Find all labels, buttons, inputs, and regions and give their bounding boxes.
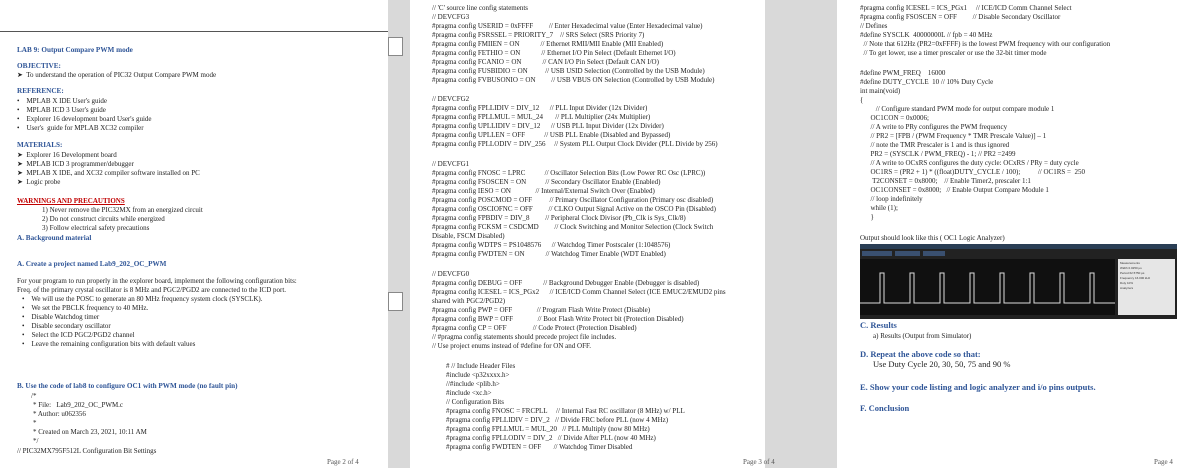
text-line: #pragma config FCANIO = ON // CAN I/O Pin Select (Default CAN I/O) (432, 58, 659, 66)
text-line: A. Create a project named Lab9_202_OC_PWM (17, 260, 167, 268)
text-line: REFERENCE: (17, 87, 64, 95)
text-line: WARNINGS AND PRECAUTIONS (17, 197, 125, 205)
text-line: Disable, FSCM Disabled) (432, 232, 505, 240)
text-line: 1) Never remove the PIC32MX from an energized circuit (42, 206, 203, 214)
text-line: // #pragma config statements should precede project file includes. (432, 333, 617, 341)
text-line: // A write to OCxRS configures the duty cycle: OCxRS / PRy = duty cycle (867, 159, 1079, 167)
text-line: ➤ MPLAB X IDE, and XC32 compiler software installed on PC (17, 169, 200, 177)
text-line: * (33, 419, 37, 427)
measurement-line: Measurements (1120, 261, 1140, 265)
text-line: shared with PGC2/PGD2) (432, 297, 506, 305)
text-line: F. Conclusion (860, 403, 910, 413)
text-line: T2CONSET = 0x8000; // Enable Timer2, prescaler 1:1 (867, 177, 1031, 185)
measurement-line: Frequency 16.000 kHz (1120, 276, 1151, 280)
text-line: #pragma config FPBDIV = DIV_8 // Peripheral Clock Divisor (Pb_Clk is Sys_Clk/8) (432, 214, 686, 222)
text-line: D. Repeat the above code so that: (860, 349, 981, 359)
text-line: // note the TMR Prescaler is 1 and is thus ignored (867, 141, 1010, 149)
text-line: #pragma config FNOSC = LPRC // Oscillator Selection Bits (Low Power RC Osc (LPRC)) (432, 169, 706, 177)
page-marker (388, 292, 403, 311)
text-line: • We will use the POSC to generate an 80 MHz frequency system clock (SYSCLK). (22, 295, 263, 303)
text-line: #pragma config OSCIOFNC = OFF // CLKO Output Signal Active on the OSCO Pin (Disabled) (432, 205, 716, 213)
text-line: #pragma config WDTPS = PS1048576 // Watchdog Timer Postscaler (1:1048576) (432, 241, 671, 249)
text-line: OC1CONSET = 0x8000; // Enable Output Compare Module 1 (867, 186, 1049, 194)
page-marker (388, 37, 403, 56)
text-line: // DEVCFG3 (432, 13, 470, 21)
pwm-waveform (860, 259, 1115, 315)
analyzer-toolbar-button (895, 251, 920, 256)
text-line: #define DUTY_CYCLE 10 // 10% Duty Cycle (860, 78, 994, 86)
text-line: • Disable secondary oscillator (22, 322, 111, 330)
text-line: • Leave the remaining configuration bits with default values (22, 340, 196, 348)
text-line: #pragma config FVBUSONIO = ON // USB VBUS ON Selection (Controlled by USB Module) (432, 76, 715, 84)
text-line: * File: Lab9_202_OC_PWM.c (33, 401, 124, 409)
measurement-line: Width 0.0250 µs (1120, 266, 1142, 270)
text-line: #pragma config FSOSCEN = ON // Secondary Oscillator Enable (Enabled) (432, 178, 661, 186)
text-line: #define PWM_FREQ 16000 (860, 69, 946, 77)
text-line: // A write to PRy configures the PWM frequency (867, 123, 1008, 131)
text-line: // 'C' source line config statements (432, 4, 529, 12)
text-line: // Defines (860, 22, 888, 30)
logic-analyzer-screenshot (860, 244, 1177, 319)
text-line: #pragma config FUSBIDIO = ON // USB USID Selection (Controlled by the USB Module) (432, 67, 705, 75)
text-line: { (860, 96, 864, 104)
analyzer-title-bar (860, 244, 1177, 249)
text-line: • MPLAB ICD 3 User's guide (17, 106, 106, 114)
measurement-line: Duty 10% (1120, 281, 1134, 285)
text-line: */ (33, 437, 39, 445)
text-line: #pragma config FSRSSEL = PRIORITY_7 // SRS Select (SRS Priority 7) (432, 31, 645, 39)
text-line: #include <xc.h> (446, 389, 492, 397)
page-footer: Page 3 of 4 (743, 458, 775, 466)
text-line: ➤ Explorer 16 Development board (17, 151, 117, 159)
text-line: #pragma config FPLLIDIV = DIV_2 // Divide FRC before PLL (now 4 MHz) (446, 416, 669, 424)
analyzer-toolbar-button (862, 251, 892, 256)
text-line: #pragma config POSCMOD = OFF // Primary Oscillator Configuration (Primary osc disabled) (432, 196, 714, 204)
text-line: /* (31, 392, 37, 400)
text-line: #pragma config FETHIO = ON // Ethernet I/O Pin Select (Default Ethernet I/O) (432, 49, 676, 57)
text-line: //#include <plib.h> (446, 380, 500, 388)
analyzer-measurements-panel (1118, 259, 1175, 315)
text-line: B. Use the code of lab8 to configure OC1 with PWM mode (no fault pin) (17, 382, 238, 390)
text-line: OBJECTIVE: (17, 62, 61, 70)
text-line: Use Duty Cycle 20, 30, 50, 75 and 90 % (873, 359, 1011, 369)
text-line: C. Results (860, 320, 897, 330)
text-line: • Explorer 16 development board User's guide (17, 115, 152, 123)
text-line: • User's guide for MPLAB XC32 compiler (17, 124, 144, 132)
text-line: #pragma config FWDTEN = ON // Watchdog Timer Enable (WDT Enabled) (432, 250, 666, 258)
text-line: ➤ To understand the operation of PIC32 Output Compare PWM mode (17, 71, 217, 79)
text-line: #pragma config ICESEL = ICS_PGx1 // ICE/ICD Comm Channel Select (860, 4, 1072, 12)
text-line: #pragma config FPLLIDIV = DIV_12 // PLL Input Divider (12x Divider) (432, 104, 648, 112)
text-line: #pragma config UPLLIDIV = DIV_12 // USB PLL Input Divider (12x Divider) (432, 122, 664, 130)
text-line: #pragma config IESO = ON // Internal/External Switch Over (Enabled) (432, 187, 655, 195)
page-2 (0, 0, 388, 468)
text-line: 2) Do not construct circuits while energized (42, 215, 165, 223)
text-line: // Configuration Bits (446, 398, 504, 406)
text-line: // DEVCFG0 (432, 270, 470, 278)
text-line: // PIC32MX795F512L Configuration Bit Settings (17, 447, 157, 455)
measurement-line: Analyzers (1120, 286, 1134, 290)
page-4 (837, 0, 1178, 468)
text-line: #pragma config ICESEL = ICS_PGx2 // ICE/ICD Comm Channel Select (ICE EMUC2/EMUD2 pins (432, 288, 726, 296)
text-line: * Author: u062356 (33, 410, 86, 418)
text-line: E. Show your code listing and logic analyzer and i/o pins outputs. (860, 382, 1096, 392)
text-line: • Disable Watchdog timer (22, 313, 100, 321)
text-line: # // Include Header Files (446, 362, 516, 370)
text-line: #pragma config UPLLEN = OFF // USB PLL Enable (Disabled and Bypassed) (432, 131, 671, 139)
text-line: LAB 9: Output Compare PWM mode (17, 46, 133, 54)
text-line: For your program to run properly in the explorer board, implement the following configuration bits: (17, 277, 297, 285)
text-line: #pragma config FPLLMUL = MUL_20 // PLL Multiply (now 80 MHz) (446, 425, 650, 433)
page-footer: Page 2 of 4 (327, 458, 359, 466)
text-line: MATERIALS: (17, 141, 63, 149)
text-line: // Use project enums instead of #define for ON and OFF. (432, 342, 592, 350)
text-line: #pragma config USERID = 0xFFFF // Enter Hexadecimal value (Enter Hexadecimal value) (432, 22, 703, 30)
text-line: ➤ MPLAB ICD 3 programmer/debugger (17, 160, 134, 168)
text-line: Output should look like this ( OC1 Logic Analyzer) (860, 234, 1005, 242)
text-line: #pragma config FMIIEN = ON // Ethernet RMII/MII Enable (MII Enabled) (432, 40, 664, 48)
text-line: #pragma config FPLLODIV = DIV_256 // System PLL Output Clock Divider (PLL Divide by 256) (432, 140, 718, 148)
text-line: ➤ Logic probe (17, 178, 61, 186)
text-line: } (867, 213, 874, 221)
text-line: #define SYSCLK 40000000L // fpb = 40 MHz (860, 31, 993, 39)
text-line: // DEVCFG2 (432, 95, 470, 103)
text-line: // DEVCFG1 (432, 160, 470, 168)
text-line: Freq. of the primary crystal oscillator is 8 MHz and PGC2/PGD2 are connected to the ICD port. (17, 286, 287, 294)
text-line: OC1CON = 0x0006; (867, 114, 929, 122)
page-footer: Page 4 (1154, 458, 1173, 466)
text-line: #pragma config FCKSM = CSDCMD // Clock Switching and Monitor Selection (Clock Switch (432, 223, 714, 231)
text-line: A. Background material (17, 234, 92, 242)
page-divider (0, 31, 388, 32)
analyzer-toolbar-button (923, 251, 945, 256)
pwm-signal-trace (860, 273, 1115, 303)
text-line: • Select the ICD PGC2/PGD2 channel (22, 331, 135, 339)
measurement-line: Period 62.5750 µs (1120, 271, 1145, 275)
text-line: // PR2 = [FPB / (PWM Frequency * TMR Prescale Value)] – 1 (867, 132, 1047, 140)
text-line: int main(void) (860, 87, 901, 95)
text-line: #pragma config PWP = OFF // Program Flash Write Protect (Disable) (432, 306, 651, 314)
text-line: OC1RS = (PR2 + 1) * ((float)DUTY_CYCLE / 100); // OC1RS = 250 (867, 168, 1085, 176)
text-line: // Note that 612Hz (PR2=0xFFFF) is the lowest PWM frequency with our configuration (860, 40, 1111, 48)
text-line: #pragma config FPLLMUL = MUL_24 // PLL Multiplier (24x Multiplier) (432, 113, 651, 121)
text-line: a) Results (Output from Simulator) (873, 332, 972, 340)
text-line: • MPLAB X IDE User's guide (17, 97, 108, 105)
text-line: #pragma config FPLLODIV = DIV_2 // Divide After PLL (now 40 MHz) (446, 434, 656, 442)
text-line: #pragma config FSOSCEN = OFF // Disable Secondary Oscillator (860, 13, 1061, 21)
text-line: #pragma config FWDTEN = OFF // Watchdog Timer Disabled (446, 443, 633, 451)
text-line: PR2 = (SYSCLK / PWM_FREQ) - 1; // PR2 =2499 (867, 150, 1016, 158)
text-line: #pragma config FNOSC = FRCPLL // Internal Fast RC oscillator (8 MHz) w/ PLL (446, 407, 685, 415)
text-line: #pragma config CP = OFF // Code Protect (Protection Disabled) (432, 324, 637, 332)
text-line: #include <p32xxxx.h> (446, 371, 510, 379)
text-line: * Created on March 23, 2021, 10:11 AM (33, 428, 147, 436)
text-line: #pragma config DEBUG = OFF // Background Debugger Enable (Debugger is disabled) (432, 279, 700, 287)
text-line: // loop indefinitely (867, 195, 923, 203)
text-line: #pragma config BWP = OFF // Boot Flash Write Protect bit (Protection Disabled) (432, 315, 684, 323)
text-line: // To get lower, use a timer prescaler or use the 32-bit timer mode (860, 49, 1047, 57)
page-3 (410, 0, 775, 468)
text-line: • We set the PBCLK frequency to 40 MHz. (22, 304, 149, 312)
text-line: // Configure standard PWM mode for output compare module 1 (867, 105, 1055, 113)
text-line: 3) Follow electrical safety precautions (42, 224, 150, 232)
text-line: while (1); (867, 204, 898, 212)
